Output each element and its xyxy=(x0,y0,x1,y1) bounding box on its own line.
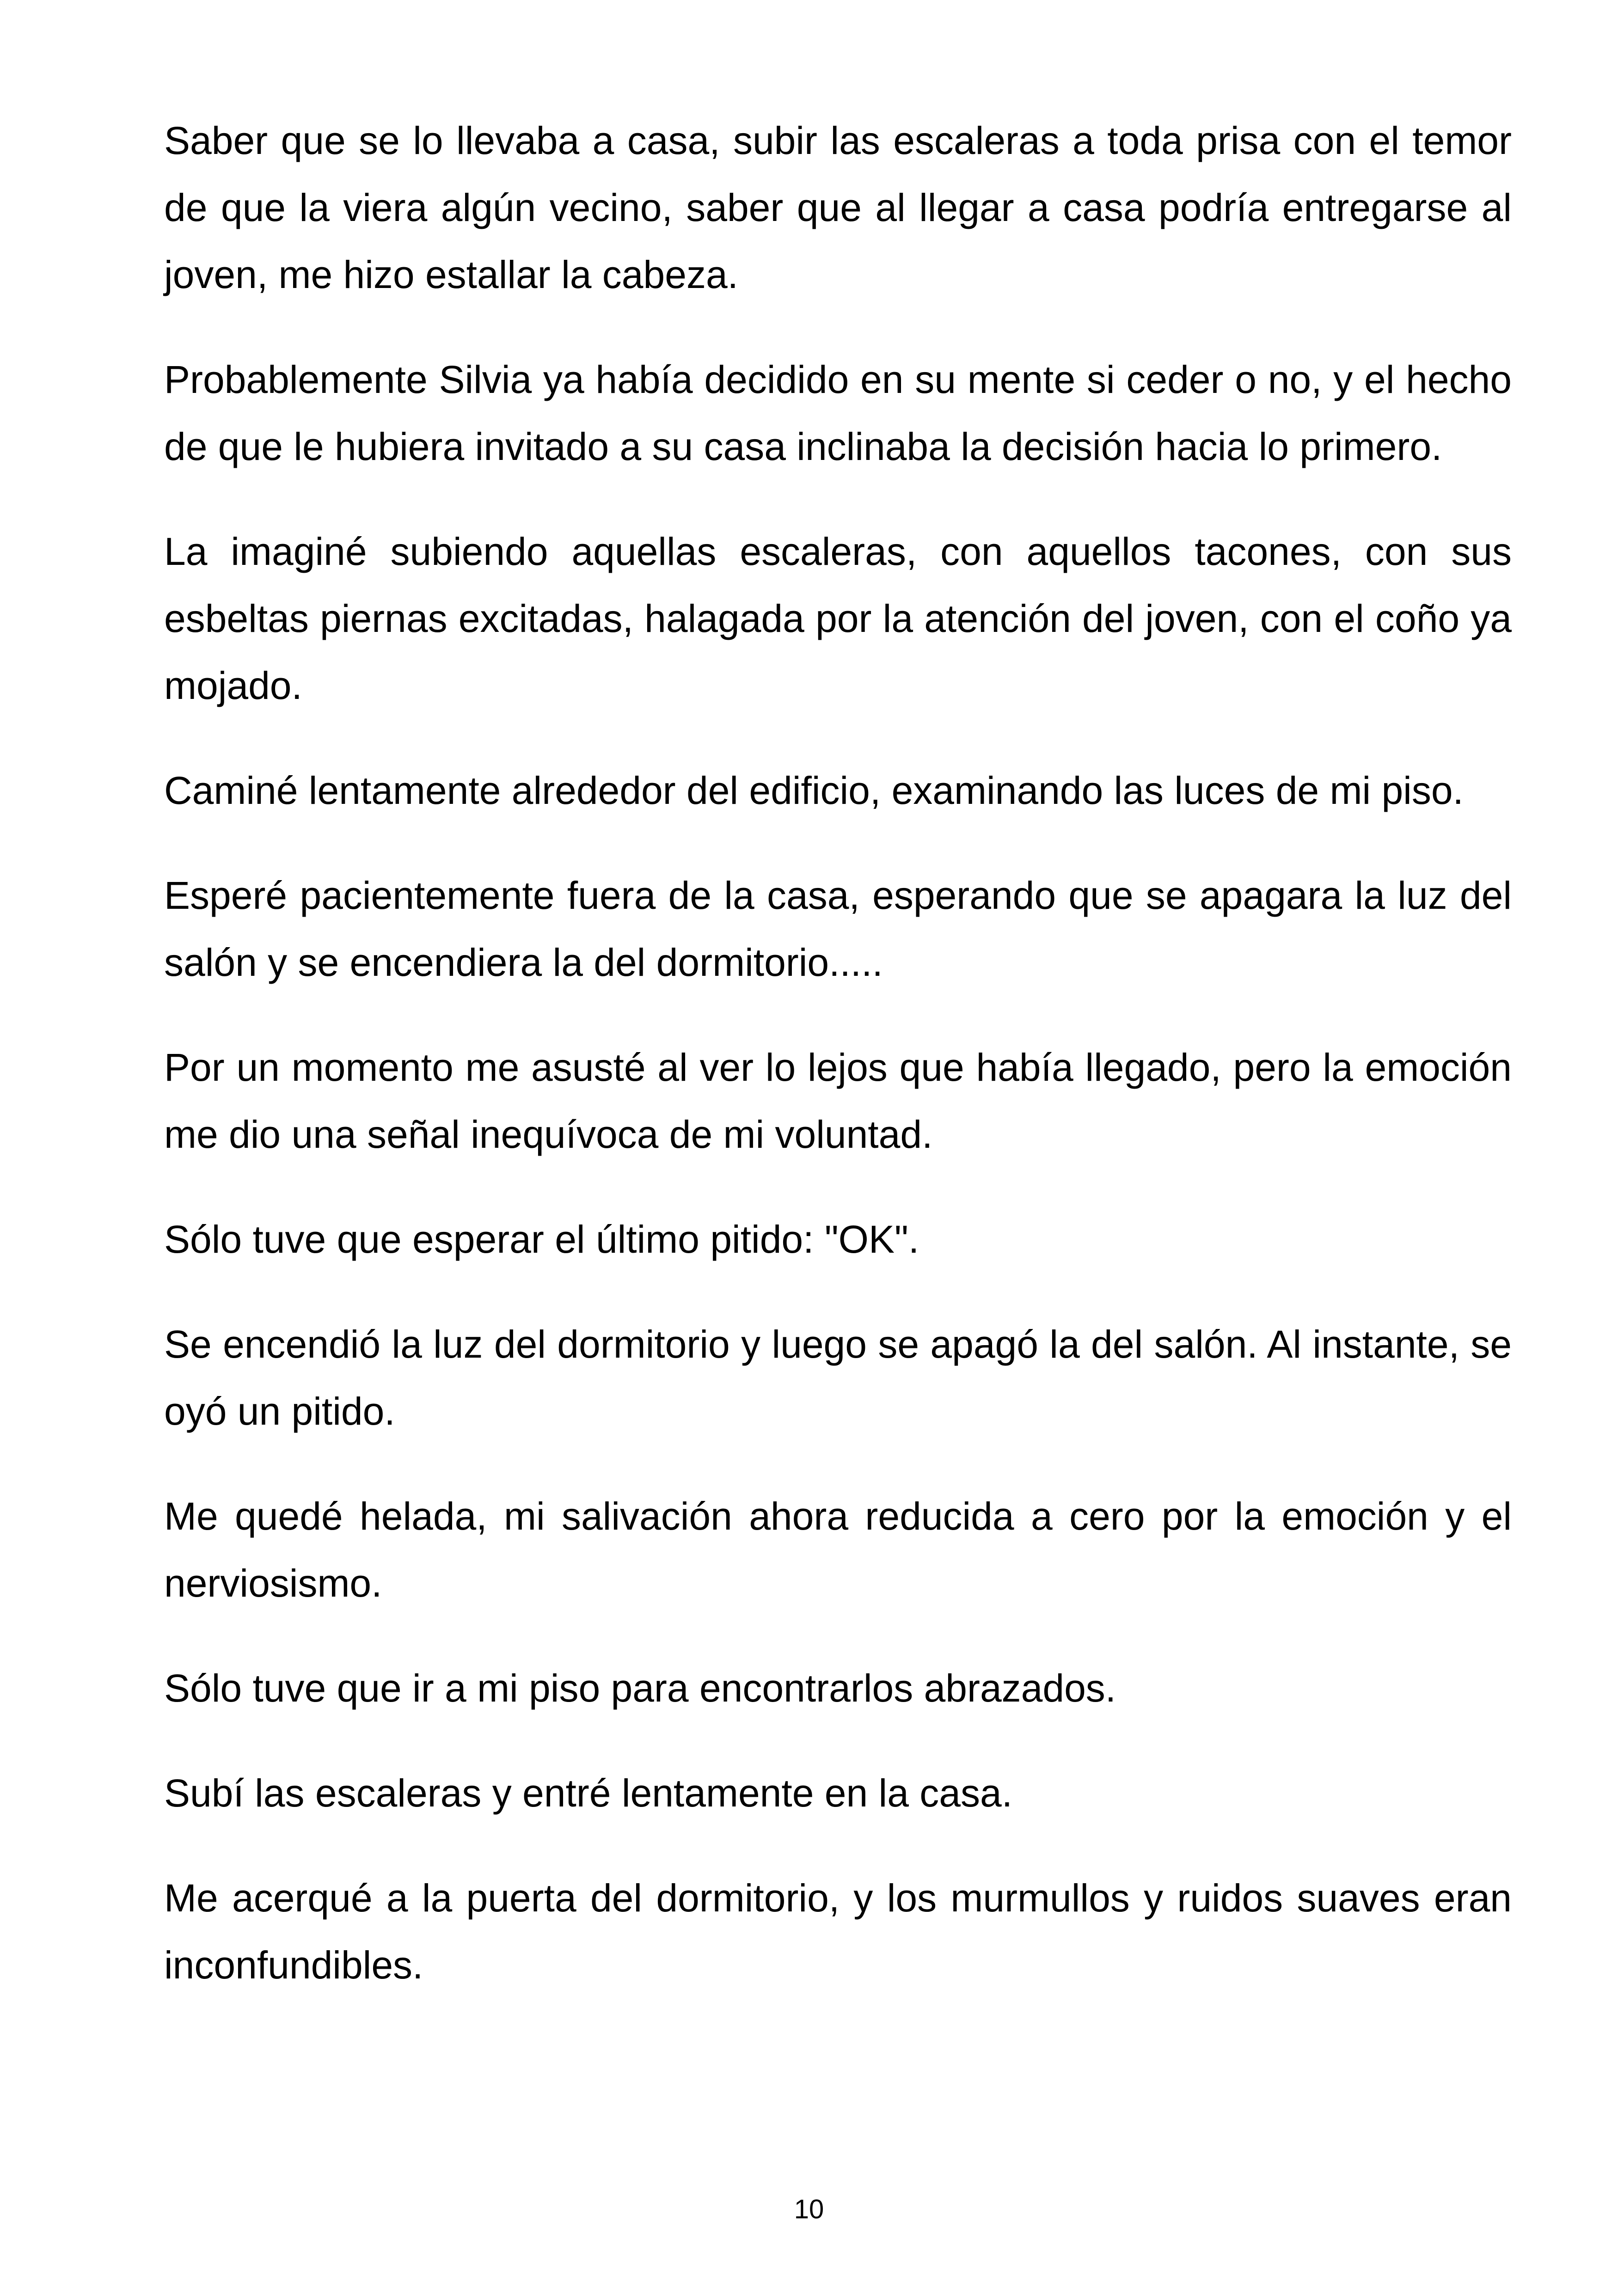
paragraph: Probablemente Silvia ya había decidido en su mente si ceder o no, y el hecho de que le hubiera invitado a su casa inclinaba la decisión hacia lo primero. xyxy=(164,358,1512,468)
page-number: 10 xyxy=(794,2194,824,2224)
paragraph: Saber que se lo llevaba a casa, subir las escaleras a toda prisa con el temor de que la viera algún vecino, saber que al llegar a casa podría entregarse al joven, me hizo estallar la cabeza. xyxy=(164,119,1512,296)
paragraph: Se encendió la luz del dormitorio y luego se apagó la del salón. Al instante, se oyó un pitido. xyxy=(164,1322,1512,1433)
paragraph: Por un momento me asusté al ver lo lejos que había llegado, pero la emoción me dio una señal inequívoca de mi voluntad. xyxy=(164,1046,1512,1156)
paragraph: Sólo tuve que ir a mi piso para encontrarlos abrazados. xyxy=(164,1666,1116,1710)
paragraph: Me quedé helada, mi salivación ahora reducida a cero por la emoción y el nerviosismo. xyxy=(164,1494,1512,1605)
paragraph: Sólo tuve que esperar el último pitido: "OK". xyxy=(164,1218,919,1261)
paragraph: Subí las escaleras y entré lentamente en la casa. xyxy=(164,1771,1013,1815)
paragraph: Esperé pacientemente fuera de la casa, esperando que se apagara la luz del salón y se encendiera la del dormitorio..... xyxy=(164,874,1512,984)
paragraph: Caminé lentamente alrededor del edificio, examinando las luces de mi piso. xyxy=(164,769,1464,812)
body-text xyxy=(164,107,1512,2037)
paragraph: La imaginé subiendo aquellas escaleras, con aquellos tacones, con sus esbeltas piernas excitadas, halagada por la atención del joven, con el coño ya mojado. xyxy=(164,530,1512,707)
paragraph: Me acerqué a la puerta del dormitorio, y los murmullos y ruidos suaves eran inconfundibles. xyxy=(164,1876,1512,1987)
